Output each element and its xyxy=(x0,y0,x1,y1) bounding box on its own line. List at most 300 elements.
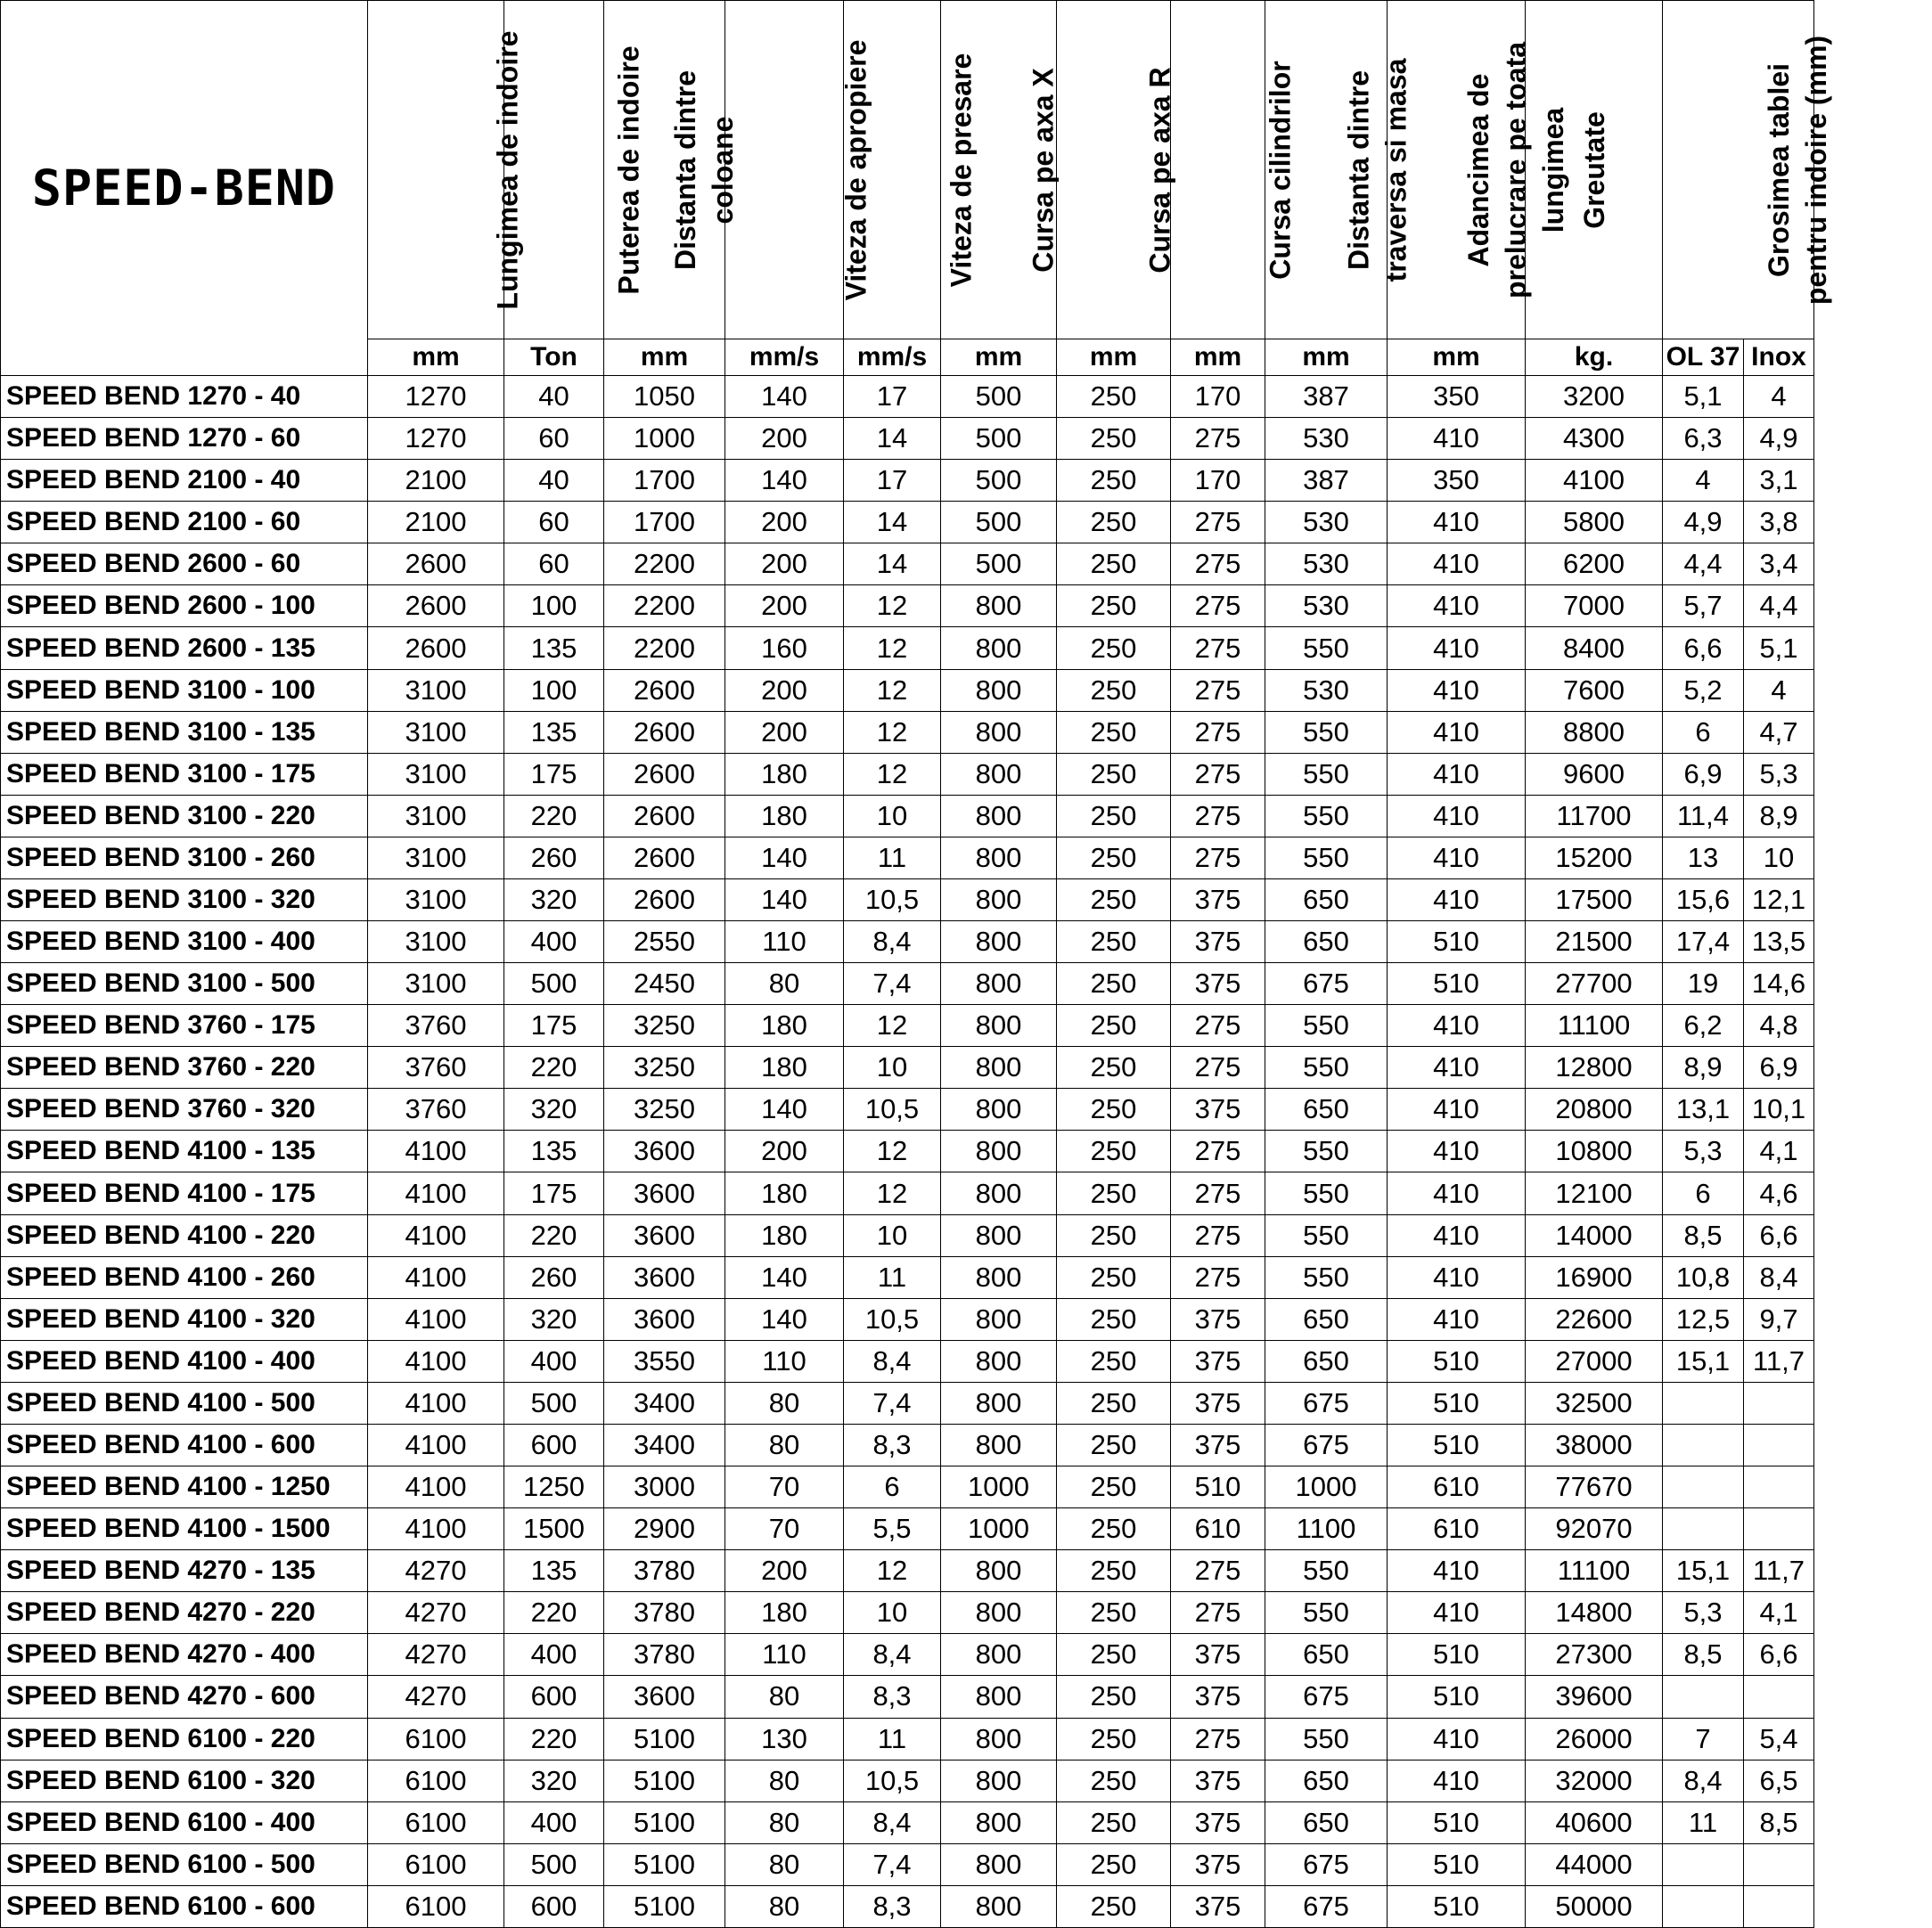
table-cell: 1000 xyxy=(941,1466,1057,1508)
table-cell: 320 xyxy=(504,1760,604,1801)
header-label-line: Greutate xyxy=(1577,110,1610,229)
table-cell: 11,7 xyxy=(1744,1340,1814,1382)
table-cell xyxy=(1663,1466,1744,1508)
table-cell: 510 xyxy=(1388,921,1526,963)
table-cell: 180 xyxy=(725,1172,844,1214)
table-row xyxy=(1,1801,1814,1843)
table-cell: 7,4 xyxy=(844,1843,941,1885)
model-name: SPEED BEND 4100 - 220 xyxy=(1,1214,368,1256)
table-row xyxy=(1,1676,1814,1718)
table-cell: 800 xyxy=(941,1592,1057,1634)
table-cell: 200 xyxy=(725,543,844,585)
table-cell: 27000 xyxy=(1526,1340,1663,1382)
table-cell: 600 xyxy=(504,1424,604,1466)
table-cell: 250 xyxy=(1057,1508,1171,1550)
table-row xyxy=(1,1508,1814,1550)
table-cell: 550 xyxy=(1265,753,1388,795)
table-cell: 600 xyxy=(504,1676,604,1718)
table-cell: 4,6 xyxy=(1744,1172,1814,1214)
table-cell: 3100 xyxy=(368,753,504,795)
table-cell: 14 xyxy=(844,502,941,543)
table-cell: 12 xyxy=(844,753,941,795)
table-cell: 50000 xyxy=(1526,1885,1663,1927)
table-cell: 135 xyxy=(504,711,604,753)
table-row xyxy=(1,1424,1814,1466)
table-cell: 375 xyxy=(1171,878,1265,920)
table-cell: 5,3 xyxy=(1663,1592,1744,1634)
table-cell: 375 xyxy=(1171,1760,1265,1801)
table-cell: 1050 xyxy=(604,376,725,418)
table-cell: 12 xyxy=(844,585,941,627)
table-cell: 500 xyxy=(504,1843,604,1885)
table-cell: 200 xyxy=(725,585,844,627)
model-name: SPEED BEND 4100 - 1500 xyxy=(1,1508,368,1550)
table-row xyxy=(1,1005,1814,1047)
table-cell: 19 xyxy=(1663,963,1744,1005)
table-cell: 8,3 xyxy=(844,1424,941,1466)
table-cell: 3100 xyxy=(368,878,504,920)
table-cell: 3550 xyxy=(604,1340,725,1382)
table-cell: 80 xyxy=(725,1885,844,1927)
table-cell: 5100 xyxy=(604,1801,725,1843)
table-cell: 800 xyxy=(941,669,1057,711)
table-cell: 250 xyxy=(1057,1634,1171,1676)
table-cell: 250 xyxy=(1057,585,1171,627)
table-cell: 4270 xyxy=(368,1550,504,1592)
table-cell: 510 xyxy=(1388,1801,1526,1843)
table-cell: 8,5 xyxy=(1663,1634,1744,1676)
table-cell: 135 xyxy=(504,1550,604,1592)
table-cell: 550 xyxy=(1265,1550,1388,1592)
table-cell: 12 xyxy=(844,1131,941,1172)
table-cell: 200 xyxy=(725,418,844,460)
table-cell: 80 xyxy=(725,963,844,1005)
model-name: SPEED BEND 4270 - 135 xyxy=(1,1550,368,1592)
model-name: SPEED BEND 4100 - 400 xyxy=(1,1340,368,1382)
thickness-header xyxy=(1663,1,1833,339)
table-row xyxy=(1,1298,1814,1340)
table-cell: 250 xyxy=(1057,1131,1171,1172)
table-cell: 5,4 xyxy=(1744,1718,1814,1760)
table-cell: 9600 xyxy=(1526,753,1663,795)
table-cell: 2600 xyxy=(604,753,725,795)
table-cell: 4100 xyxy=(368,1466,504,1508)
table-cell: 1100 xyxy=(1265,1508,1388,1550)
table-cell: 2600 xyxy=(604,878,725,920)
table-cell: 80 xyxy=(725,1382,844,1424)
table-cell: 13 xyxy=(1663,837,1744,878)
table-cell: 510 xyxy=(1388,1885,1526,1927)
table-cell: 800 xyxy=(941,1718,1057,1760)
table-cell: 650 xyxy=(1265,921,1388,963)
table-cell: 530 xyxy=(1265,585,1388,627)
table-cell: 387 xyxy=(1265,376,1388,418)
table-row xyxy=(1,795,1814,837)
table-cell: 175 xyxy=(504,1005,604,1047)
table-cell: 14000 xyxy=(1526,1214,1663,1256)
table-cell: 15200 xyxy=(1526,837,1663,878)
table-row xyxy=(1,418,1814,460)
table-cell: 250 xyxy=(1057,1760,1171,1801)
table-cell: 5,3 xyxy=(1663,1131,1744,1172)
table-cell: 250 xyxy=(1057,1885,1171,1927)
table-cell: 250 xyxy=(1057,1298,1171,1340)
table-cell: 135 xyxy=(504,1131,604,1172)
table-cell: 135 xyxy=(504,627,604,669)
table-cell: 650 xyxy=(1265,1801,1388,1843)
unit-cell: mm xyxy=(1265,339,1388,376)
table-cell: 2600 xyxy=(604,669,725,711)
column-header xyxy=(1057,1,1176,339)
table-cell: 250 xyxy=(1057,627,1171,669)
table-cell: 140 xyxy=(725,837,844,878)
table-cell: 2600 xyxy=(368,543,504,585)
table-cell: 4100 xyxy=(368,1214,504,1256)
table-row xyxy=(1,376,1814,418)
table-cell: 375 xyxy=(1171,1885,1265,1927)
table-cell: 410 xyxy=(1388,669,1526,711)
table-cell: 250 xyxy=(1057,669,1171,711)
table-row xyxy=(1,963,1814,1005)
table-cell: 6,6 xyxy=(1663,627,1744,669)
table-cell: 2600 xyxy=(604,837,725,878)
table-row xyxy=(1,753,1814,795)
table-cell xyxy=(1744,1424,1814,1466)
table-cell: 410 xyxy=(1388,627,1526,669)
table-cell: 8,5 xyxy=(1744,1801,1814,1843)
table-cell: 4100 xyxy=(368,1340,504,1382)
table-cell: 650 xyxy=(1265,878,1388,920)
table-cell: 1000 xyxy=(941,1508,1057,1550)
model-name: SPEED BEND 4100 - 320 xyxy=(1,1298,368,1340)
table-cell: 250 xyxy=(1057,1340,1171,1382)
table-cell: 220 xyxy=(504,795,604,837)
table-cell: 10 xyxy=(844,795,941,837)
table-cell: 11700 xyxy=(1526,795,1663,837)
table-cell: 675 xyxy=(1265,963,1388,1005)
table-cell: 675 xyxy=(1265,1843,1388,1885)
table-cell: 13,5 xyxy=(1744,921,1814,963)
table-cell: 4,4 xyxy=(1744,585,1814,627)
unit-cell: kg. xyxy=(1526,339,1663,376)
table-cell: 200 xyxy=(725,502,844,543)
table-cell: 4,7 xyxy=(1744,711,1814,753)
table-cell: 10,5 xyxy=(844,1760,941,1801)
table-cell: 1270 xyxy=(368,418,504,460)
table-cell: 1500 xyxy=(504,1508,604,1550)
table-cell: 320 xyxy=(504,1089,604,1131)
table-cell: 250 xyxy=(1057,1047,1171,1089)
table-cell: 250 xyxy=(1057,837,1171,878)
table-cell: 6,3 xyxy=(1663,418,1744,460)
table-cell: 250 xyxy=(1057,1005,1171,1047)
table-cell: 3100 xyxy=(368,921,504,963)
table-cell: 400 xyxy=(504,1340,604,1382)
table-cell: 5,2 xyxy=(1663,669,1744,711)
model-name: SPEED BEND 6100 - 400 xyxy=(1,1801,368,1843)
model-name: SPEED BEND 3760 - 220 xyxy=(1,1047,368,1089)
table-cell: 410 xyxy=(1388,1550,1526,1592)
table-cell: 12 xyxy=(844,627,941,669)
table-cell: 1250 xyxy=(504,1466,604,1508)
table-cell: 80 xyxy=(725,1676,844,1718)
table-cell: 10,5 xyxy=(844,1298,941,1340)
header-label-line: Cursa pe axa X xyxy=(1027,67,1060,273)
table-cell: 410 xyxy=(1388,753,1526,795)
table-row xyxy=(1,1760,1814,1801)
table-cell: 550 xyxy=(1265,1131,1388,1172)
table-cell: 4100 xyxy=(368,1508,504,1550)
table-cell: 12 xyxy=(844,1550,941,1592)
table-cell xyxy=(1663,1843,1744,1885)
table-cell: 70 xyxy=(725,1466,844,1508)
table-cell: 15,1 xyxy=(1663,1340,1744,1382)
table-cell: 5800 xyxy=(1526,502,1663,543)
table-cell: 6100 xyxy=(368,1843,504,1885)
table-cell: 410 xyxy=(1388,795,1526,837)
table-cell: 15,6 xyxy=(1663,878,1744,920)
table-cell: 8,9 xyxy=(1744,795,1814,837)
table-cell: 11,7 xyxy=(1744,1550,1814,1592)
table-cell: 4100 xyxy=(368,1382,504,1424)
table-cell: 1270 xyxy=(368,376,504,418)
model-name: SPEED BEND 3760 - 175 xyxy=(1,1005,368,1047)
table-cell: 250 xyxy=(1057,1382,1171,1424)
table-cell: 8,4 xyxy=(1663,1760,1744,1801)
table-cell: 4 xyxy=(1744,669,1814,711)
model-name: SPEED BEND 3100 - 320 xyxy=(1,878,368,920)
table-cell: 530 xyxy=(1265,669,1388,711)
header-row xyxy=(1,1,1814,339)
table-cell: 6100 xyxy=(368,1760,504,1801)
table-cell: 275 xyxy=(1171,1172,1265,1214)
table-cell: 3760 xyxy=(368,1089,504,1131)
table-cell: 4300 xyxy=(1526,418,1663,460)
table-row xyxy=(1,669,1814,711)
table-cell: 200 xyxy=(725,711,844,753)
table-cell: 800 xyxy=(941,1676,1057,1718)
table-cell: 260 xyxy=(504,1256,604,1298)
table-cell: 530 xyxy=(1265,418,1388,460)
header-label-line: Viteza de presare xyxy=(945,53,978,287)
table-cell: 375 xyxy=(1171,1424,1265,1466)
table-cell: 375 xyxy=(1171,1801,1265,1843)
table-cell: 550 xyxy=(1265,1592,1388,1634)
table-cell: 3760 xyxy=(368,1047,504,1089)
table-cell: 12800 xyxy=(1526,1047,1663,1089)
header-label-line: Grosimea tablei xyxy=(1763,62,1796,277)
table-cell: 550 xyxy=(1265,1718,1388,1760)
table-cell: 100 xyxy=(504,669,604,711)
table-cell: 800 xyxy=(941,1382,1057,1424)
table-row xyxy=(1,502,1814,543)
table-cell: 14800 xyxy=(1526,1592,1663,1634)
table-cell: 92070 xyxy=(1526,1508,1663,1550)
table-cell: 250 xyxy=(1057,963,1171,1005)
table-cell: 12,5 xyxy=(1663,1298,1744,1340)
table-cell: 800 xyxy=(941,627,1057,669)
table-cell: 410 xyxy=(1388,1760,1526,1801)
table-cell: 17,4 xyxy=(1663,921,1744,963)
table-cell: 610 xyxy=(1171,1508,1265,1550)
table-cell: 3780 xyxy=(604,1634,725,1676)
table-cell: 2900 xyxy=(604,1508,725,1550)
table-cell: 250 xyxy=(1057,878,1171,920)
table-cell: 4270 xyxy=(368,1634,504,1676)
table-cell: 800 xyxy=(941,711,1057,753)
table-cell: 410 xyxy=(1388,1592,1526,1634)
unit-cell: mm xyxy=(941,339,1057,376)
table-cell: 5,1 xyxy=(1744,627,1814,669)
table-cell: 3780 xyxy=(604,1592,725,1634)
table-cell: 410 xyxy=(1388,1298,1526,1340)
table-cell: 180 xyxy=(725,795,844,837)
table-cell: 410 xyxy=(1388,543,1526,585)
table-cell: 20800 xyxy=(1526,1089,1663,1131)
table-cell: 200 xyxy=(725,1131,844,1172)
model-name: SPEED BEND 2600 - 100 xyxy=(1,585,368,627)
table-cell: 410 xyxy=(1388,837,1526,878)
table-cell: 1700 xyxy=(604,460,725,502)
table-cell: 375 xyxy=(1171,1843,1265,1885)
table-cell: 275 xyxy=(1171,543,1265,585)
table-cell: 8,4 xyxy=(1744,1256,1814,1298)
table-cell: 130 xyxy=(725,1718,844,1760)
header-label-line: Cursa cilindrilor xyxy=(1264,60,1297,280)
table-cell: 350 xyxy=(1388,376,1526,418)
table-cell: 12 xyxy=(844,669,941,711)
table-cell: 4,9 xyxy=(1744,418,1814,460)
table-cell: 2200 xyxy=(604,585,725,627)
table-cell: 250 xyxy=(1057,460,1171,502)
table-cell: 4,1 xyxy=(1744,1131,1814,1172)
header-label-line: coloane xyxy=(707,116,740,224)
table-cell: 17 xyxy=(844,376,941,418)
table-cell: 3600 xyxy=(604,1131,725,1172)
table-cell: 5100 xyxy=(604,1760,725,1801)
table-cell: 510 xyxy=(1388,1843,1526,1885)
table-cell: 250 xyxy=(1057,711,1171,753)
table-cell: 8,4 xyxy=(844,1340,941,1382)
table-cell: 12,1 xyxy=(1744,878,1814,920)
model-name: SPEED BEND 4100 - 175 xyxy=(1,1172,368,1214)
table-row xyxy=(1,627,1814,669)
header-label-line: Viteza de apropiere xyxy=(839,39,872,300)
header-label-line: pentru indoire (mm) xyxy=(1800,35,1833,305)
table-cell: 275 xyxy=(1171,502,1265,543)
table-cell: 3,1 xyxy=(1744,460,1814,502)
table-cell xyxy=(1744,1466,1814,1508)
table-cell: 60 xyxy=(504,543,604,585)
table-cell: 12 xyxy=(844,1172,941,1214)
table-cell: 500 xyxy=(941,502,1057,543)
table-cell: 77670 xyxy=(1526,1466,1663,1508)
table-cell: 375 xyxy=(1171,1089,1265,1131)
table-cell: 80 xyxy=(725,1801,844,1843)
table-cell: 5100 xyxy=(604,1885,725,1927)
table-cell: 8,9 xyxy=(1663,1047,1744,1089)
table-cell: 275 xyxy=(1171,585,1265,627)
table-cell: 800 xyxy=(941,1340,1057,1382)
table-cell: 800 xyxy=(941,1843,1057,1885)
table-cell: 650 xyxy=(1265,1340,1388,1382)
table-cell: 800 xyxy=(941,1298,1057,1340)
table-cell xyxy=(1744,1843,1814,1885)
table-cell: 10 xyxy=(844,1047,941,1089)
table-cell: 7600 xyxy=(1526,669,1663,711)
table-cell: 250 xyxy=(1057,1801,1171,1843)
table-cell: 39600 xyxy=(1526,1676,1663,1718)
table-cell: 80 xyxy=(725,1843,844,1885)
table-cell: 500 xyxy=(941,543,1057,585)
table-cell: 110 xyxy=(725,1634,844,1676)
table-cell: 2600 xyxy=(604,795,725,837)
table-cell: 32500 xyxy=(1526,1382,1663,1424)
table-cell: 3200 xyxy=(1526,376,1663,418)
table-cell: 14,6 xyxy=(1744,963,1814,1005)
table-cell: 550 xyxy=(1265,1214,1388,1256)
table-cell: 11 xyxy=(844,1256,941,1298)
table-cell: 410 xyxy=(1388,711,1526,753)
table-cell: 375 xyxy=(1171,1676,1265,1718)
table-cell: 800 xyxy=(941,1131,1057,1172)
table-cell: 550 xyxy=(1265,1005,1388,1047)
table-cell: 4100 xyxy=(368,1172,504,1214)
table-cell: 510 xyxy=(1388,1634,1526,1676)
model-name: SPEED BEND 2600 - 60 xyxy=(1,543,368,585)
table-cell: 250 xyxy=(1057,502,1171,543)
table-cell: 7,4 xyxy=(844,963,941,1005)
table-cell: 8,3 xyxy=(844,1885,941,1927)
column-header xyxy=(1171,1,1297,339)
table-cell: 6,5 xyxy=(1744,1760,1814,1801)
table-cell: 100 xyxy=(504,585,604,627)
table-cell: 6,6 xyxy=(1744,1634,1814,1676)
table-cell: 180 xyxy=(725,753,844,795)
table-cell: 400 xyxy=(504,921,604,963)
table-cell: 10,5 xyxy=(844,878,941,920)
table-cell: 3,4 xyxy=(1744,543,1814,585)
table-row xyxy=(1,878,1814,920)
table-cell: 800 xyxy=(941,963,1057,1005)
column-header xyxy=(368,1,524,339)
table-cell: 6100 xyxy=(368,1801,504,1843)
table-cell: 180 xyxy=(725,1005,844,1047)
table-cell: 1700 xyxy=(604,502,725,543)
table-cell: 10800 xyxy=(1526,1131,1663,1172)
table-cell: 3250 xyxy=(604,1047,725,1089)
table-cell: 600 xyxy=(504,1885,604,1927)
table-cell: 4100 xyxy=(368,1256,504,1298)
table-cell: 6 xyxy=(1663,711,1744,753)
table-cell: 275 xyxy=(1171,1256,1265,1298)
header-label-line: traversa si masa xyxy=(1379,58,1412,282)
table-cell: 26000 xyxy=(1526,1718,1663,1760)
table-cell: 11100 xyxy=(1526,1550,1663,1592)
table-cell: 800 xyxy=(941,1214,1057,1256)
table-cell: 4,4 xyxy=(1663,543,1744,585)
table-cell: 4 xyxy=(1744,376,1814,418)
table-cell: 275 xyxy=(1171,418,1265,460)
table-cell: 140 xyxy=(725,878,844,920)
table-cell xyxy=(1663,1424,1744,1466)
model-name: SPEED BEND 4100 - 260 xyxy=(1,1256,368,1298)
unit-cell: Ton xyxy=(504,339,604,376)
table-cell: 800 xyxy=(941,921,1057,963)
table-cell: 200 xyxy=(725,669,844,711)
table-cell: 8,3 xyxy=(844,1676,941,1718)
table-cell: 250 xyxy=(1057,921,1171,963)
